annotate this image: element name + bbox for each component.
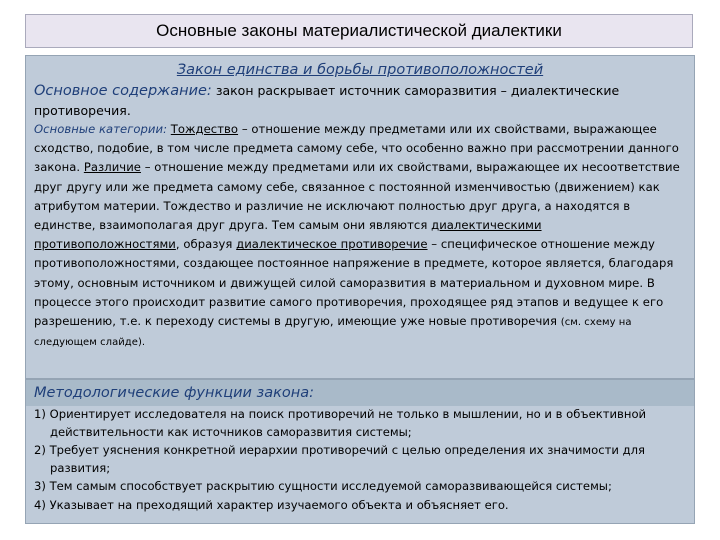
term-opposites: диалектическими противоположностями xyxy=(34,218,542,252)
main-content-label: Основное содержание: xyxy=(34,83,212,99)
page-title: Основные законы материалистической диалектики xyxy=(156,21,562,40)
text-contradiction: – специфическое отношение между противоположностями, создающее постоянное напряжение в предмете, которое является, благодаря этому, основным источником и движущей силой саморазвития в материальном и духовном мире. В процессе этого происходит развитие самого противоречия, проходящее ряд этапов и ведущее к его разрешению, т.е. к переходу системы в другую, имеющие уже новые противоречия xyxy=(34,237,674,329)
functions-heading: Методологические функции закона: xyxy=(34,385,315,401)
functions-panel xyxy=(25,379,695,524)
text-difference: – отношение между предметами или их свойствами, выражающее их несоответствие друг другу или же предмета самому себе, связанное с постоянной изменчивостью (движением) как атрибутом материи. Тождество и различие не исключают полностью друг друга, а находятся в единстве, взаимополагая друг друга. Тем самым они являются xyxy=(34,160,680,233)
list-item: 3) Тем самым способствует раскрытию сущности исследуемой саморазвивающейся системы; xyxy=(34,479,612,493)
main-content-paragraph xyxy=(34,81,686,120)
text-opposites: , образуя xyxy=(175,237,233,252)
law-panel xyxy=(25,55,695,379)
term-contradiction: диалектическое противоречие xyxy=(236,237,428,252)
title-banner xyxy=(25,14,693,48)
functions-heading-bar xyxy=(26,380,694,406)
functions-list xyxy=(26,406,694,514)
law-subtitle: Закон единства и борьбы противоположностей xyxy=(176,62,544,78)
scheme-note: (см. схему на следующем слайде). xyxy=(34,317,632,349)
text-identity: – отношение между предметами или их свойствами, выражающее сходство, подобие, в том числе предмета самому себе, что особенно важно при рассмотрении данного закона. xyxy=(34,122,679,175)
list-item: 2) Требует уяснения конкретной иерархии противоречий с целью определения их значимости для развития; xyxy=(34,443,646,475)
list-item: 4) Указывает на преходящий характер изучаемого объекта и объясняет его. xyxy=(34,497,509,512)
categories-label: Основные категории: xyxy=(34,122,168,136)
main-content-text: закон раскрывает источник саморазвития – диалектические противоречия. xyxy=(34,83,620,118)
list-item: 1) Ориентирует исследователя на поиск противоречий не только в мышлении, но и в объективной действительности как источников саморазвития системы; xyxy=(34,407,647,439)
term-difference: Различие xyxy=(83,160,141,175)
term-identity: Тождество xyxy=(170,122,239,136)
categories-paragraph xyxy=(34,120,686,352)
